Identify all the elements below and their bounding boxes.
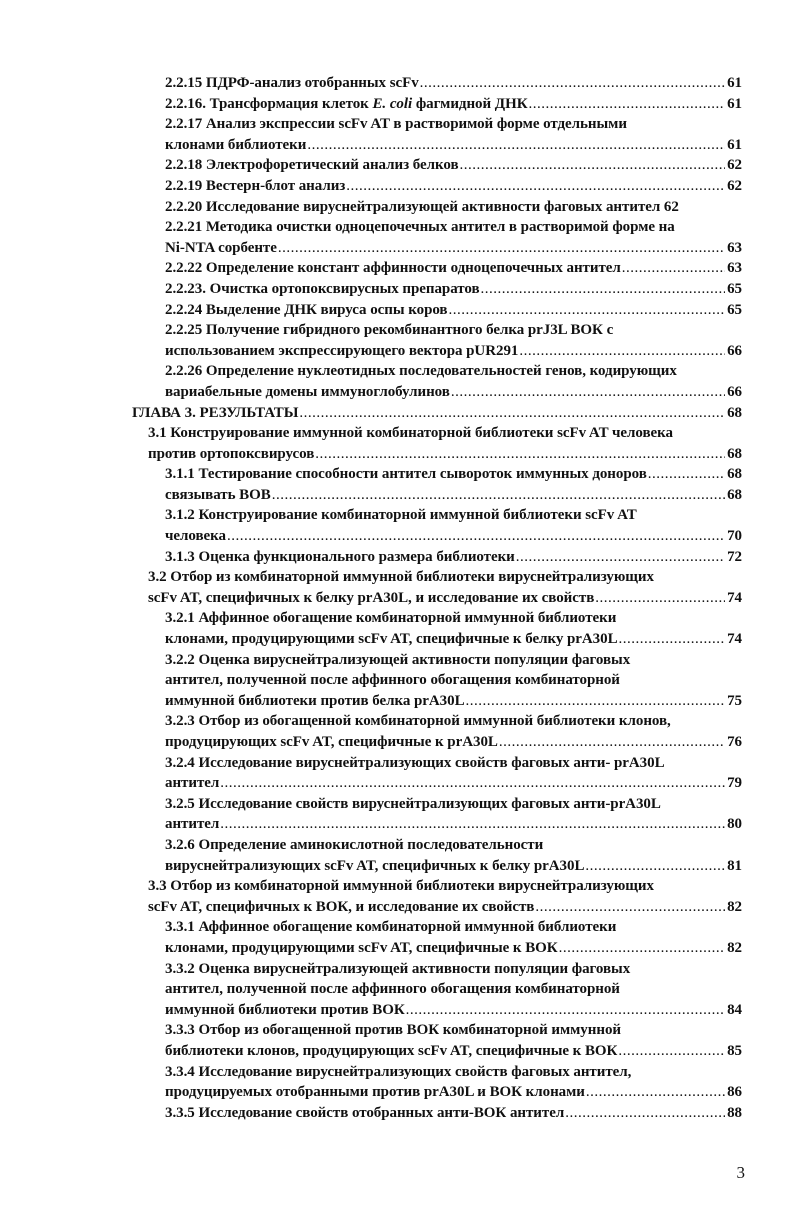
toc-entry [165, 1062, 742, 1103]
toc-page-number: 65 [727, 280, 742, 297]
toc-entry-title: 3.3.4 Исследование вируснейтрализующих свойств фаговых антител, [165, 1063, 632, 1080]
toc-entry-title: 2.2.15 ПДРФ-анализ отобранных scFv [165, 75, 419, 91]
toc-entry-title: вариабельные домены иммуноглобулинов [165, 383, 450, 400]
toc-page-number: 63 [727, 260, 742, 277]
toc-entry-title: антител [165, 775, 220, 792]
toc-leader-dots [529, 94, 726, 115]
toc-entry-title: 2.2.24 Выделение ДНК вируса оспы коров [165, 301, 448, 318]
toc-entry-title: человека [165, 528, 226, 545]
toc-leader-dots [278, 238, 725, 259]
toc-leader-dots [565, 1103, 725, 1124]
toc-page-number: 68 [727, 486, 742, 503]
toc-entry-title: 3.3.3 Отбор из обогащенной против ВОК комбинаторной иммунной [165, 1022, 621, 1039]
toc-entry-title: 3.1.1 Тестирование способности антител сывороток иммунных доноров [165, 466, 647, 483]
toc-entry-title: использованием экспрессирующего вектора pUR291 [165, 342, 519, 359]
toc-entry-title: 3.3.2 Оценка вируснейтрализующей активности популяции фаговых [165, 960, 631, 977]
toc-leader-dots [535, 897, 725, 918]
toc-entry-title: Ni-NTA сорбенте [165, 239, 277, 256]
toc-entry-title: 2.2.19 Вестерн-блот анализ [165, 177, 346, 194]
toc-leader-dots [622, 258, 725, 279]
toc-page-number: 61 [727, 136, 742, 153]
toc-entry [165, 917, 742, 958]
toc-leader-dots [648, 464, 725, 485]
toc-leader-dots [227, 526, 725, 547]
toc-entry-title: клонами библиотеки [165, 136, 307, 153]
toc-entry [165, 753, 742, 794]
toc-page-number: 66 [727, 383, 742, 400]
toc-page-number: 88 [727, 1104, 742, 1121]
toc-entry-title: 2.2.23. Очистка ортопоксвирусных препаратов [165, 280, 480, 297]
toc-entry-title: библиотеки клонов, продуцирующих scFv AT, специфичные к ВОК [165, 1042, 618, 1059]
toc-leader-dots [586, 1082, 725, 1103]
toc-page-number: 76 [727, 734, 742, 750]
toc-leader-dots [619, 629, 726, 650]
toc-leader-dots [346, 176, 725, 197]
toc-entry-title: антител [165, 816, 220, 833]
toc-entry-title: 2.2.21 Методика очистки одноцепочечных антител в растворимой форме на [165, 219, 675, 236]
toc-leader-dots [299, 403, 725, 424]
toc-leader-dots [595, 588, 725, 609]
toc-entry-title: 3.2.3 Отбор из обогащенной комбинаторной иммунной библиотеки клонов, [165, 713, 671, 730]
toc-page-number: 82 [727, 898, 742, 915]
toc-leader-dots [460, 155, 726, 176]
toc-entry-title: антител, полученной после аффинного обогащения комбинаторной [165, 672, 620, 689]
toc-entry [165, 197, 742, 218]
toc-entry-title: 3.2.2 Оценка вируснейтрализующей активности популяции фаговых [165, 651, 631, 668]
toc-entry-title: 2.2.17 Анализ экспрессии scFv AT в растворимой форме отдельными [165, 116, 627, 133]
toc-entry-title: 3.3.1 Аффинное обогащение комбинаторной иммунной библиотеки [165, 919, 617, 936]
toc-leader-dots [315, 444, 725, 465]
page-number: 3 [736, 1163, 745, 1182]
toc-page-number: 74 [727, 589, 742, 606]
toc-entry-title: продуцирующих scFv AT, специфичные к prA30L [165, 734, 498, 750]
toc-page-number: 80 [727, 816, 742, 833]
toc-entry [165, 835, 742, 876]
toc-page-number: 85 [727, 1042, 742, 1059]
toc-entry-title: вируснейтрализующих scFv AT, специфичных к белку prA30L [165, 857, 585, 874]
toc-entry-title: 3.2.1 Аффинное обогащение комбинаторной иммунной библиотеки [165, 610, 617, 627]
toc-page-number: 61 [727, 75, 742, 91]
toc-leader-dots [449, 300, 726, 321]
toc-entry [165, 361, 742, 402]
toc-entry-title: 3.1.2 Конструирование комбинаторной иммунной библиотеки scFv AT [165, 507, 637, 524]
toc-entry [148, 876, 742, 917]
toc-leader-dots [481, 279, 726, 300]
toc-leader-dots [559, 938, 725, 959]
toc-entry [148, 567, 742, 608]
toc-entry-title: клонами, продуцирующими scFv AT, специфичные к ВОК [165, 939, 558, 956]
toc-page-number: 82 [727, 939, 742, 956]
toc-entry-title: 3.2.4 Исследование вируснейтрализующих свойств фаговых анти- prA30L [165, 754, 665, 771]
toc-entry [165, 547, 742, 568]
toc-leader-dots [307, 135, 725, 156]
toc-entry [165, 320, 742, 361]
toc-page-number: 62 [727, 157, 742, 174]
toc-entry [165, 711, 742, 752]
toc-leader-dots [519, 341, 725, 362]
toc-entry-title: против ортопоксвирусов [148, 445, 315, 462]
toc-page-number: 86 [727, 1084, 742, 1101]
toc-entry [165, 1020, 742, 1061]
toc-entry-title: scFv AT, специфичных к белку prA30L, и исследование их свойств [148, 589, 595, 606]
toc-entry-title: 2.2.16. Трансформация клеток E. coli фагмидной ДНК [165, 95, 528, 112]
toc-entry-title: 3.1 Конструирование иммунной комбинаторной библиотеки scFv AT человека [148, 425, 673, 442]
toc-entry [165, 650, 742, 712]
toc-leader-dots [585, 856, 725, 877]
toc-leader-dots [466, 691, 726, 712]
toc-page-number: 70 [727, 528, 742, 545]
toc-entry-title: антител, полученной после аффинного обогащения комбинаторной [165, 981, 620, 998]
toc-page-number: 72 [727, 548, 742, 565]
toc-page-number: 65 [727, 301, 742, 318]
toc-entry-title: иммунной библиотеки против белка prA30L [165, 692, 465, 709]
toc-leader-dots [220, 773, 725, 794]
toc-page-number: 61 [727, 95, 742, 112]
toc-page-number: 84 [727, 1001, 742, 1018]
toc-entry [165, 155, 742, 176]
toc-entry-title: 3.2 Отбор из комбинаторной иммунной библиотеки вируснейтрализующих [148, 569, 654, 586]
toc-entry-title: 2.2.20 Исследование вируснейтрализующей активности фаговых антител 62 [165, 198, 679, 215]
toc-entry [165, 94, 742, 115]
toc-page-number: 74 [727, 631, 742, 648]
toc-entry [165, 73, 742, 94]
toc-entry-title: 2.2.25 Получение гибридного рекомбинантного белка prJ3L ВОК с [165, 322, 614, 339]
toc-entry-title: продуцируемых отобранными против prA30L и ВОК клонами [165, 1084, 585, 1101]
toc-entry [165, 608, 742, 649]
toc-page-number: 68 [727, 404, 742, 421]
toc-entry-title: 3.1.3 Оценка функционального размера библиотеки [165, 548, 515, 565]
toc-leader-dots [420, 73, 725, 94]
toc-page-number: 68 [727, 466, 742, 483]
toc-entry [165, 959, 742, 1021]
toc-entry-title: 3.2.5 Исследование свойств вируснейтрализующих фаговых анти-prA30L [165, 795, 661, 812]
table-of-contents [0, 73, 795, 1123]
toc-entry [165, 217, 742, 258]
toc-page-number: 75 [727, 692, 742, 709]
toc-entry [165, 1103, 742, 1124]
toc-entry [165, 279, 742, 300]
toc-entry-title: иммунной библиотеки против ВОК [165, 1001, 405, 1018]
toc-page-number: 79 [727, 775, 742, 792]
toc-entry [165, 176, 742, 197]
toc-entry [165, 505, 742, 546]
toc-leader-dots [618, 1041, 725, 1062]
toc-entry-title: 3.3 Отбор из комбинаторной иммунной библиотеки вируснейтрализующих [148, 878, 654, 895]
toc-leader-dots [272, 485, 725, 506]
toc-entry-title: 3.2.6 Определение аминокислотной последовательности [165, 836, 544, 853]
toc-leader-dots [499, 732, 725, 753]
toc-entry [165, 485, 742, 506]
toc-entry-title: scFv AT, специфичных к ВОК, и исследование их свойств [148, 898, 535, 915]
toc-leader-dots [220, 814, 725, 835]
toc-entry [165, 794, 742, 835]
toc-entry [165, 114, 742, 155]
toc-entry [165, 464, 742, 485]
toc-entry [148, 423, 742, 464]
toc-entry-title: 2.2.26 Определение нуклеотидных последовательностей генов, кодирующих [165, 363, 677, 380]
toc-page-number: 63 [727, 239, 742, 256]
toc-leader-dots [406, 1000, 725, 1021]
toc-entry-title: связывать ВОВ [165, 486, 271, 503]
toc-entry [132, 403, 742, 424]
toc-entry-title: клонами, продуцирующими scFv AT, специфичные к белку prA30L [165, 631, 618, 648]
toc-entry-title: 3.3.5 Исследование свойств отобранных анти-ВОК антител [165, 1104, 565, 1121]
toc-entry-title: 2.2.18 Электрофоретический анализ белков [165, 157, 459, 174]
toc-entry-title: ГЛАВА 3. РЕЗУЛЬТАТЫ [132, 404, 299, 421]
toc-page-number: 81 [727, 857, 742, 874]
toc-entry-title: 2.2.22 Определение констант аффинности одноцепочечных антител [165, 260, 621, 277]
toc-page-number: 66 [727, 342, 742, 359]
toc-leader-dots [516, 547, 725, 568]
toc-page-number: 62 [727, 177, 742, 194]
toc-entry [165, 300, 742, 321]
toc-leader-dots [451, 382, 725, 403]
toc-entry [165, 258, 742, 279]
toc-page-number: 68 [727, 445, 742, 462]
